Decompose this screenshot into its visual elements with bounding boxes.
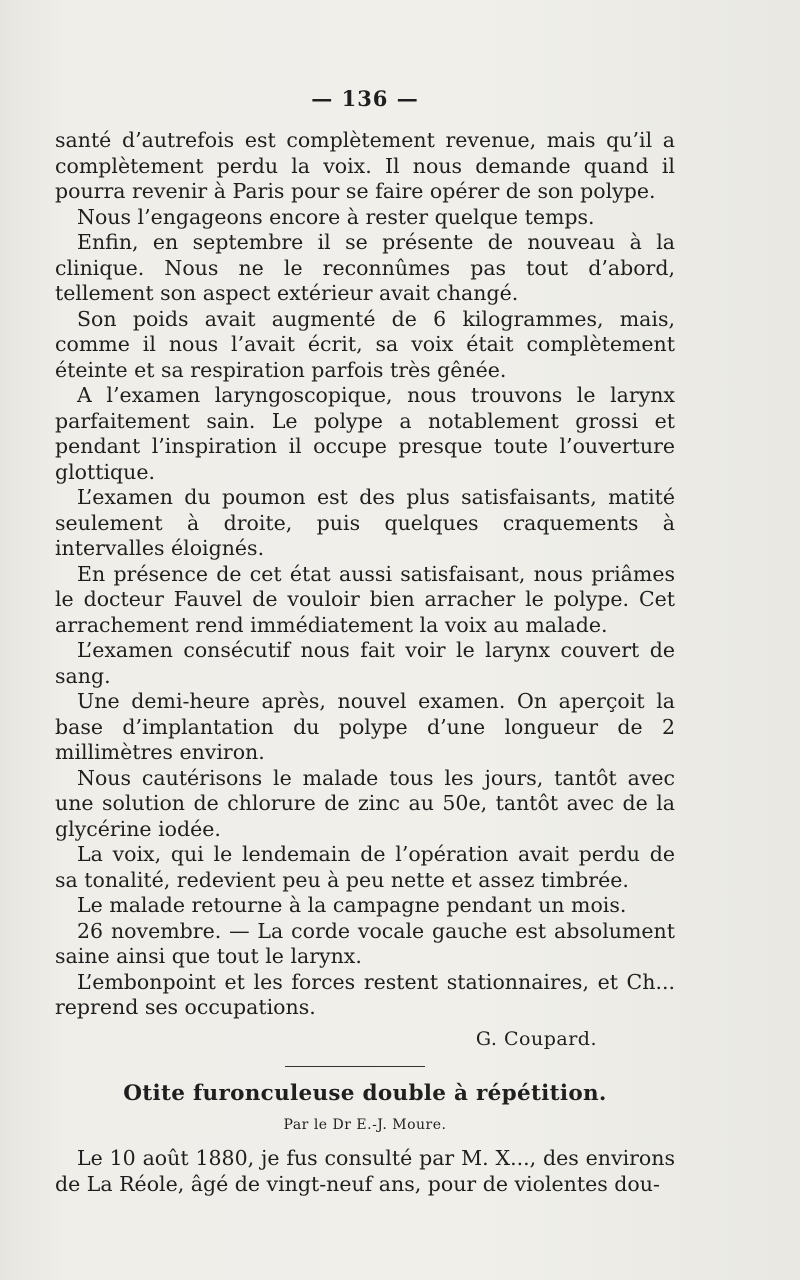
paragraph: En présence de cet état aussi satisfaisant, nous priâmes le docteur Fauvel de vouloir bien arracher le polype. Cet arrachement rend immédiatement la voix au malade. xyxy=(55,561,675,637)
paragraph: Son poids avait augmenté de 6 kilogrammes, mais, comme il nous l’avait écrit, sa voix était complètement éteinte et sa respiration parfois très gênée. xyxy=(55,306,675,382)
article-byline: Par le Dr E.-J. Moure. xyxy=(283,1116,447,1133)
paragraph: Nous cautérisons le malade tous les jours, tantôt avec une solution de chlorure de zinc au 50e, tantôt avec de la glycérine iodée. xyxy=(55,765,675,841)
body-text xyxy=(55,128,675,1197)
paragraph: A l’examen laryngoscopique, nous trouvons le larynx parfaitement sain. Le polype a notablement grossi et pendant l’inspiration il occupe presque toute l’ouverture glottique. xyxy=(55,383,675,484)
paragraph: Le malade retourne à la campagne pendant un mois. xyxy=(77,893,627,917)
author-signature: G. Coupard. xyxy=(475,1027,597,1050)
paragraph: Le 10 août 1880, je fus consulté par M. X..., des environs de La Réole, âgé de vingt-neuf ans, pour de violentes dou- xyxy=(55,1146,675,1196)
paragraph: Une demi-heure après, nouvel examen. On aperçoit la base d’implantation du polype d’une longueur de 2 millimètres environ. xyxy=(55,689,675,764)
paragraph: L’embonpoint et les forces restent stationnaires, et Ch... reprend ses occupations. xyxy=(55,969,675,1019)
paragraph: 26 novembre. — La corde vocale gauche est absolument saine ainsi que tout le larynx. xyxy=(55,918,675,968)
paragraph: La voix, qui le lendemain de l’opération avait perdu de sa tonalité, redevient peu à peu nette et assez timbrée. xyxy=(55,842,675,892)
page-number: — 136 — xyxy=(311,86,419,111)
paragraph: L’examen consécutif nous fait voir le larynx couvert de sang. xyxy=(55,638,675,688)
paragraph: santé d’autrefois est complètement revenue, mais qu’il a complètement perdu la voix. Il nous demande quand il pourra revenir à Paris pour se faire opérer de son polype. xyxy=(55,128,675,203)
paragraph: Nous l’engageons encore à rester quelque temps. xyxy=(77,204,595,229)
paragraph: L’examen du poumon est des plus satisfaisants, matité seulement à droite, puis quelques craquements à intervalles éloignés. xyxy=(55,485,675,560)
article-title: Otite furonculeuse double à répétition. xyxy=(123,1081,607,1106)
section-divider xyxy=(285,1066,425,1067)
paragraph: Enfin, en septembre il se présente de nouveau à la clinique. Nous ne le reconnûmes pas tout d’abord, tellement son aspect extérieur avait changé. xyxy=(55,230,675,305)
